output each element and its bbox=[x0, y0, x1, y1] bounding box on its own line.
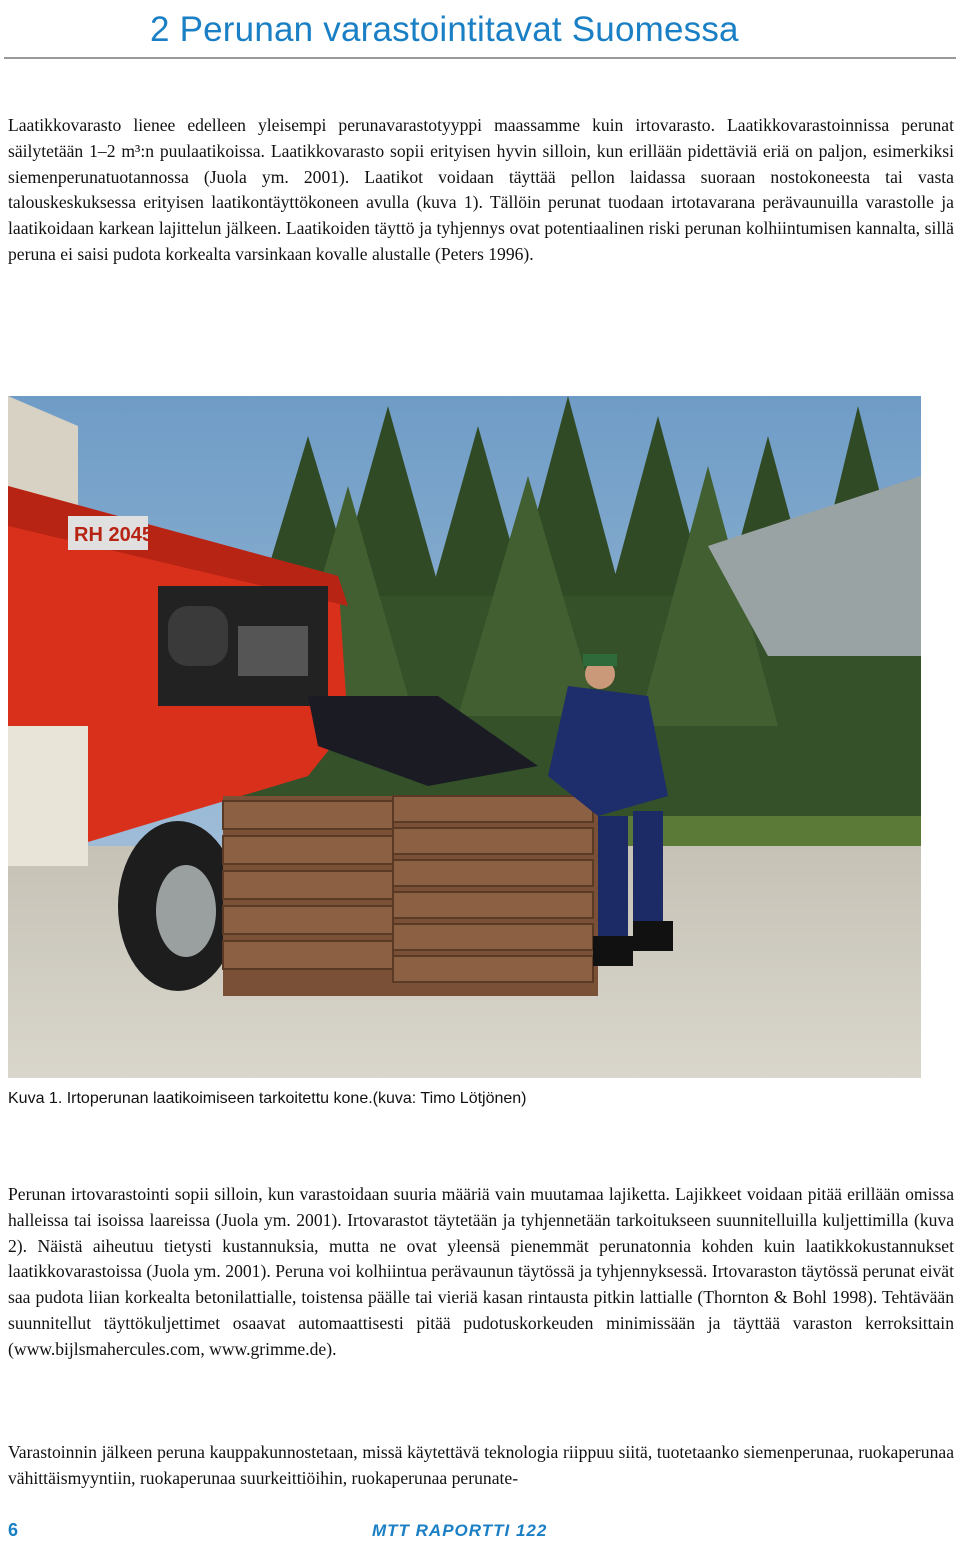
publication-footer: MTT RAPORTTI 122 bbox=[372, 1521, 548, 1540]
machine-label: RH 2045 bbox=[74, 524, 153, 546]
figure-caption: Kuva 1. Irtoperunan laatikoimiseen tarkoitettu kone.(kuva: Timo Lötjönen) bbox=[8, 1090, 527, 1107]
wooden-potato-boxes bbox=[223, 796, 598, 996]
paragraph-bulk-storage: Perunan irtovarastointi sopii silloin, kun varastoidaan suuria määriä vain muutamaa lajiketta. Lajikkeet voidaan pitää erillään omissa halleissa tai isoissa laareissa (Juola ym. 2001). Irtovarastot täytetään ja tyhjennetään tarkoitukseen suunnitelluilla kuljettimilla (kuva 2). Näistä aiheutuu tietysti kustannuksia, mutta ne ovat yleensä pienemmät perunatonnia kohden kuin laatikkokustannukset laatikkovarastoissa (Juola ym. 2001). Peruna voi kolhiintua perävaunun täytössä ja tyhjennyksessä. Irtovaraston täytössä perunat eivät saa pudota liian korkealta betonilattialle, toistensa päälle tai vieriä kasan rintausta pitkin lattialle (Thornton & Bohl 1998). Tehtävään suunnitellut täyttökuljettimet osaavat automaattisesti pitää pudotuskorkeuden minimissään ja täyttää varaston kerroksittain (www.bijlsmahercules.com, www.grimme.de). bbox=[8, 1184, 954, 1359]
page-number: 6 bbox=[8, 1520, 19, 1540]
page-heading: 2 Perunan varastointitavat Suomessa bbox=[150, 10, 739, 49]
paragraph-after-storage: Varastoinnin jälkeen peruna kauppakunnostetaan, missä käytettävä teknologia riippuu siitä, tuotetaanko siemenperunaa, ruokaperunaa vähittäismyyntiin, ruokaperunaa suurkeittiöihin, ruokaperunaa perunate- bbox=[8, 1442, 954, 1488]
paragraph-box-storage: Laatikkovarasto lienee edelleen yleisempi perunavarastotyyppi maassamme kuin irtovarasto. Laatikkovarastoinnissa perunat säilytetään 1–2 m³:n puulaatikoissa. Laatikkovarasto sopii erityisen hyvin silloin, kun erillään pidettäviä eriä on paljon, esimerkiksi siemenperunatuotannossa (Juola ym. 2001). Laatikot voidaan täyttää pellon laidassa suoraan nostokoneesta tai vasta talouskeskuksessa erityisen laatikontäyttökoneen avulla (kuva 1). Tällöin perunat tuodaan irtotavarana perävaunuilla varastolle ja laatikoidaan karkean lajittelun jälkeen. Laatikoiden täyttö ja tyhjennys ovat potentiaalinen riski perunan kolhiintumisen kannalta, sillä peruna ei saisi pudota korkealta varsinkaan kovalle alustalle (Peters 1996). bbox=[8, 115, 954, 264]
figure-photo bbox=[8, 396, 921, 1078]
heading-rule bbox=[4, 57, 956, 59]
